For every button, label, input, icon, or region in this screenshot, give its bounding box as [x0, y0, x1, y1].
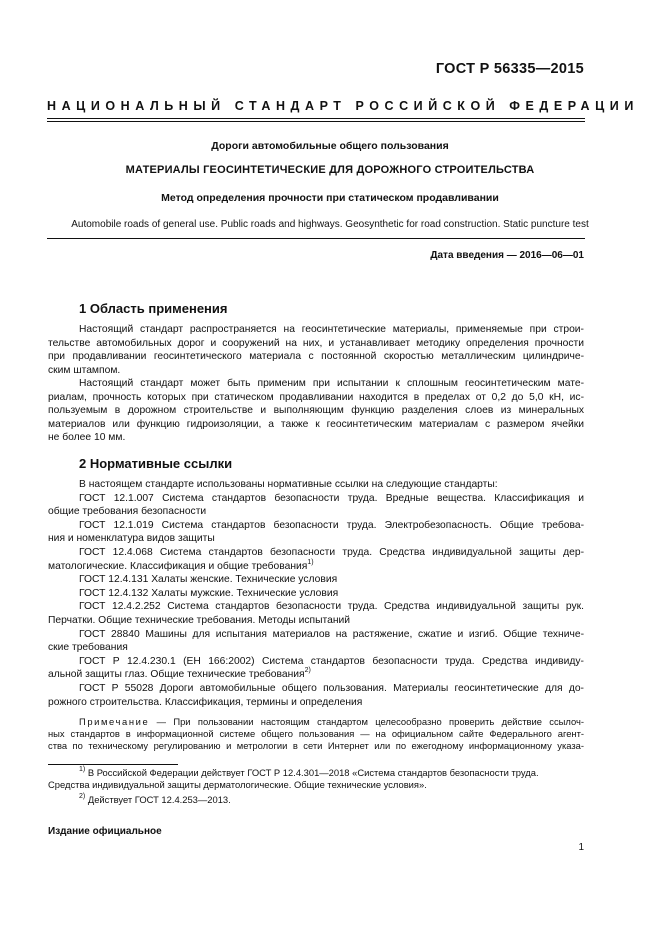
reference-item-continuation: Перчатки. Общие технические требования. Методы испытаний [48, 614, 351, 626]
reference-item-continuation: ские требования [48, 642, 128, 654]
title-rule [47, 238, 585, 239]
reference-item: ГОСТ 12.4.2.252 Система стандартов безопасности труда. Средства индивидуальной защиты рук. [79, 601, 584, 613]
footnote-1-continuation: Средства индивидуальной защиты дерматологические. Общие технические условия». [48, 779, 427, 791]
section-1-paragraph-2 [48, 377, 584, 445]
official-edition-label: Издание официальное [48, 826, 162, 837]
header-rule-bottom [47, 121, 585, 122]
note-line: ства по техническому регулированию и метрологии в сети Интернет или по ежегодному информационному указа- [48, 740, 584, 752]
reference-item: ГОСТ 12.1.007 Система стандартов безопасности труда. Вредные вещества. Классификация и [79, 492, 584, 504]
title-line-2: МАТЕРИАЛЫ ГЕОСИНТЕТИЧЕСКИЕ ДЛЯ ДОРОЖНОГО СТРОИТЕЛЬСТВА [125, 164, 535, 176]
reference-item-continuation [48, 668, 584, 682]
footnote-ref-2[interactable]: 2) [304, 667, 311, 675]
footnote-2-text: Действует ГОСТ 12.4.253—2013. [85, 793, 231, 805]
text-line: пользуемым в дорожном строительстве и выполняющим функцию разделения слоев из минеральных [48, 405, 584, 417]
reference-item-continuation: ния и номенклатура видов защиты [48, 533, 215, 545]
footnote-2 [48, 794, 584, 806]
document-number: ГОСТ Р 56335—2015 [435, 61, 584, 77]
reference-item-continuation: рожного строительства. Классификация, термины и определения [48, 696, 363, 708]
national-standard-banner: НАЦИОНАЛЬНЫЙ СТАНДАРТ РОССИЙСКОЙ ФЕДЕРАЦИИ [47, 99, 639, 113]
note-line: ных стандартов в информационной системе общего пользования — на официальном сайте Федерального агент- [48, 728, 584, 740]
text-line: Настоящий стандарт распространяется на геосинтетические материалы, применяемые при строи- [79, 324, 584, 335]
reference-item: ГОСТ 12.4.132 Халаты мужские. Технические условия [79, 587, 339, 599]
reference-item: ГОСТ Р 55028 Дороги автомобильные общего пользования. Материалы геосинтетические для до- [79, 682, 584, 694]
footnotes [48, 767, 584, 806]
english-title: Automobile roads of general use. Public roads and highways. Geosynthetic for road construction. Static puncture test [71, 219, 589, 230]
reference-item: ГОСТ 28840 Машины для испытания материалов на растяжение, сжатие и изгиб. Общие техниче- [79, 628, 584, 640]
footnote-1-mark: 1) [79, 766, 86, 773]
references-intro: В настоящем стандарте использованы нормативные ссылки на следующие стандарты: [79, 479, 498, 490]
reference-item: ГОСТ 12.4.131 Халаты женские. Технические условия [79, 574, 338, 586]
footnote-1 [48, 767, 584, 779]
reference-item: ГОСТ 12.4.068 Система стандартов безопасности труда. Средства индивидуальной защиты дер- [79, 546, 584, 558]
footnote-1-text: В Российской Федерации действует ГОСТ Р 12.4.301—2018 «Система стандартов безопасности труда. [85, 767, 539, 778]
title-line-3: Метод определения прочности при статическом продавливании [161, 192, 499, 204]
section-1-heading: 1 Область применения [79, 301, 228, 316]
footnote-ref-1[interactable]: 1) [307, 558, 314, 566]
footnote-2-mark: 2) [79, 792, 86, 800]
section-1-paragraph-1 [48, 323, 584, 377]
note-label: Примечание [79, 716, 150, 727]
text-line: риалам, прочность которых при статическом продавливании находится в пределах от 0,2 до 5,0 кН, ис- [48, 391, 584, 403]
note-text: — При пользовании настоящим стандартом целесообразно проверить действие ссылоч- [149, 716, 584, 727]
note-block [48, 716, 584, 753]
reference-item-continuation: общие требования безопасности [48, 506, 207, 518]
text-line: Настоящий стандарт может быть применим при испытании к сплошным геосинтетическим мате- [79, 378, 584, 389]
text-line: не более 10 мм. [48, 432, 126, 444]
footnote-separator [48, 764, 178, 765]
note-line [48, 716, 584, 728]
title-line-1: Дороги автомобильные общего пользования [211, 140, 449, 152]
text-line: тельстве автомобильных дорог и сооружений на них, и устанавливает методику определения прочности [48, 337, 584, 349]
text-line: материалов или функцию гидроизоляции, а также к геосинтетическим материалам с размером ячейки [48, 418, 584, 430]
reference-item-continuation [48, 560, 584, 574]
normative-references-list [48, 478, 584, 709]
section-2-heading: 2 Нормативные ссылки [79, 456, 233, 471]
reference-text: альной защиты глаз. Общие технические требования [48, 669, 305, 681]
header-rule-top [47, 118, 585, 119]
introduction-date: Дата введения — 2016—06—01 [430, 250, 584, 261]
text-line: при продавливании геосинтетического материала с постоянной скоростью металлическим цилиндриче- [48, 351, 584, 363]
reference-item: ГОСТ 12.1.019 Система стандартов безопасности труда. Электробезопасность. Общие требова- [79, 519, 584, 531]
page-number: 1 [578, 842, 584, 853]
reference-item: ГОСТ Р 12.4.230.1 (ЕН 166:2002) Система стандартов безопасности труда. Средства индивиду- [79, 655, 584, 667]
reference-text: матологические. Классификация и общие требования [48, 560, 308, 572]
text-line: ским штампом. [48, 364, 121, 376]
